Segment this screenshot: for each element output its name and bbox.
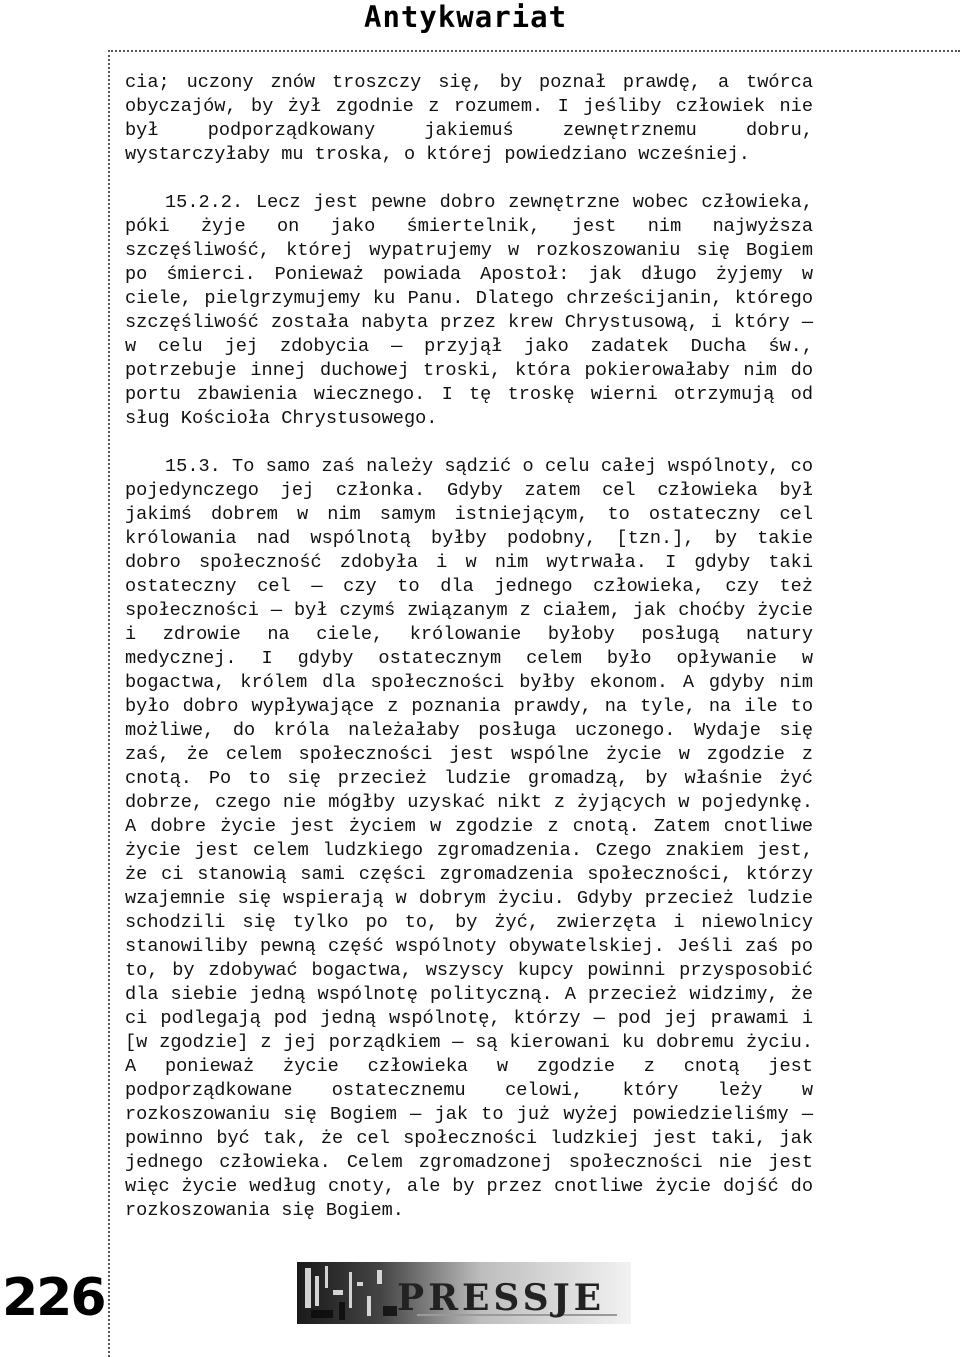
margin-divider: [108, 50, 110, 1357]
paragraph-15-3: 15.3. To samo zaś należy sądzić o celu całej wspólnoty, co pojedynczego jej członka. Gdyby zatem cel człowieka był jakimś dobrem w nim samym istniejącym, to ostateczny cel królowania nad wspólnotą byłby podobny, [tzn.], by takie dobro społeczność zdobyła i w nim wytrwała. I gdyby taki ostateczny cel — czy to dla jednego człowieka, czy też społeczności — był czymś związanym z ciałem, jak choćby życie i zdrowie na ciele, królowanie byłoby posługą natury medycznej. I gdyby ostatecznym celem było opływanie w bogactwa, królem dla społeczności byłby ekonom. A gdyby nim było dobro wypływające z poznania prawdy, na tyle, na ile to możliwe, do króla należałaby posługa uczonego. Wydaje się zaś, że celem społeczności jest wspólne życie w zgodzie z cnotą. Po to się przecież ludzie gromadzą, by właśnie żyć dobrze, czego nie mógłby uzyskać nikt z żyjących w pojedynkę. A dobre życie jest życiem w zgodzie z cnotą. Zatem cnotliwe życie jest celem ludzkiego zgromadzenia. Czego znakiem jest, że ci stanowią sami części zgromadzenia społeczności, którzy wzajemnie się wspierają w dobrym życiu. Gdyby przecież ludzie schodzili się tylko po to, by żyć, zwierzęta i niewolnicy stanowiliby pewną część wspólnoty obywatelskiej. Jeśli zaś po to, by zdobywać bogactwa, wszyscy kupcy powinni przysposobić dla siebie jedną wspólnotę polityczną. A przecież widzimy, że ci podlegają pod jedną wspólnotę, którzy — pod jej prawami i [w zgodzie] z jej porządkiem — są kierowani ku dobremu życiu. A ponieważ życie człowieka w zgodzie z cnotą jest podporządkowane ostatecznemu celowi, który leży w rozkoszowaniu się Bogiem — jak to już wyżej powiedzieliśmy — powinno być tak, że cel społeczności ludzkiej jest taki, jak jednego człowieka. Celem zgromadzonej społeczności nie jest więc życie według cnoty, ale by przez cnotliwe życie dojść do rozkoszowania się Bogiem.: [125, 456, 813, 1221]
header-divider: [108, 50, 960, 52]
logo-wordmark: PRESSJE: [397, 1277, 606, 1319]
section-title: Antykwariat: [364, 0, 568, 34]
pressje-logo: [297, 1262, 631, 1324]
paragraph-15-2-2: 15.2.2. Lecz jest pewne dobro zewnętrzne wobec człowieka, póki żyje on jako śmiertelnik, jest nim najwyższa szczęśliwość, której wypatrujemy w rozkoszowaniu się Bogiem po śmierci. Ponieważ powiada Apostoł: jak długo żyjemy w ciele, pielgrzymujemy ku Panu. Dlatego chrześcijanin, którego szczęśliwość została nabyta przez krew Chrystusową, i który — w celu jej zdobycia — przyjął jako zadatek Ducha św., potrzebuje innej duchowej troski, która pokierowałaby nim do portu zbawienia wiecznego. I tę troskę wierni otrzymują od sług Kościoła Chrystusowego.: [125, 192, 813, 429]
article-body: [125, 71, 813, 1247]
page-number: 226: [2, 1268, 105, 1328]
paragraph-continuation: cia; uczony znów troszczy się, by poznał prawdę, a twórca obyczajów, by żył zgodnie z rozumem. I jeśliby człowiek nie był podporządkowany jakiemuś zewnętrznemu dobru, wystarczyłaby mu troska, o której powiedziano wcześniej.: [125, 72, 813, 165]
